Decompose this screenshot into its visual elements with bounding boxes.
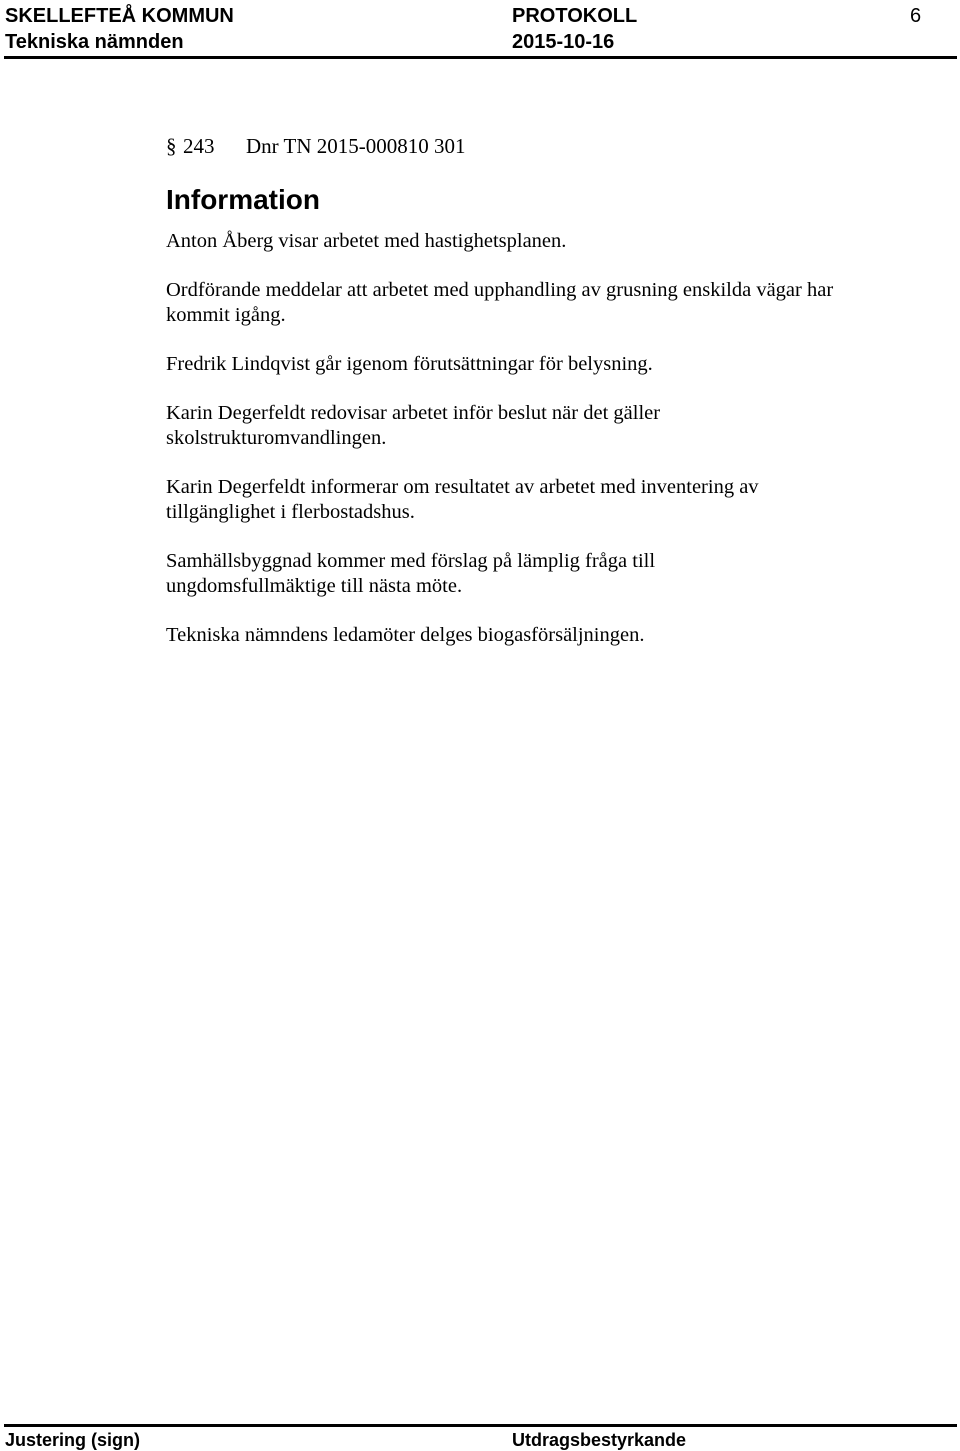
paragraph-2: Ordförande meddelar att arbetet med upphandling av grusning enskilda vägar har kommit igång. xyxy=(166,279,834,326)
paragraph-4: Karin Degerfeldt redovisar arbetet inför beslut när det gäller skolstrukturomvandlingen. xyxy=(166,402,661,449)
page-number: 6 xyxy=(910,5,922,27)
document-type: PROTOKOLL xyxy=(512,5,638,27)
extract-certification-label: Utdragsbestyrkande xyxy=(512,1430,687,1450)
paragraph-7: Tekniska nämndens ledamöter delges biogasförsäljningen. xyxy=(166,624,645,646)
diary-number: Dnr TN 2015-000810 301 xyxy=(246,134,466,158)
paragraph-3: Fredrik Lindqvist går igenom förutsättningar för belysning. xyxy=(166,353,653,375)
paragraph-1: Anton Åberg visar arbetet med hastighetsplanen. xyxy=(166,230,567,252)
paragraph-5: Karin Degerfeldt informerar om resultatet av arbetet med inventering av tillgänglighet i flerbostadshus. xyxy=(166,476,759,523)
adjustment-signature-label: Justering (sign) xyxy=(5,1430,141,1450)
committee-name: Tekniska nämnden xyxy=(5,31,184,53)
case-number: 243 xyxy=(183,134,215,158)
document-date: 2015-10-16 xyxy=(512,31,615,53)
section-title: Information xyxy=(166,184,320,215)
header-divider xyxy=(4,56,957,59)
paragraph-6: Samhällsbyggnad kommer med förslag på lämplig fråga till ungdomsfullmäktige till nästa möte. xyxy=(166,550,656,597)
organization-name: SKELLEFTEÅ KOMMUN xyxy=(5,5,234,27)
paragraph-symbol: § xyxy=(166,134,177,158)
case-reference xyxy=(166,133,466,159)
footer-divider xyxy=(4,1424,957,1427)
